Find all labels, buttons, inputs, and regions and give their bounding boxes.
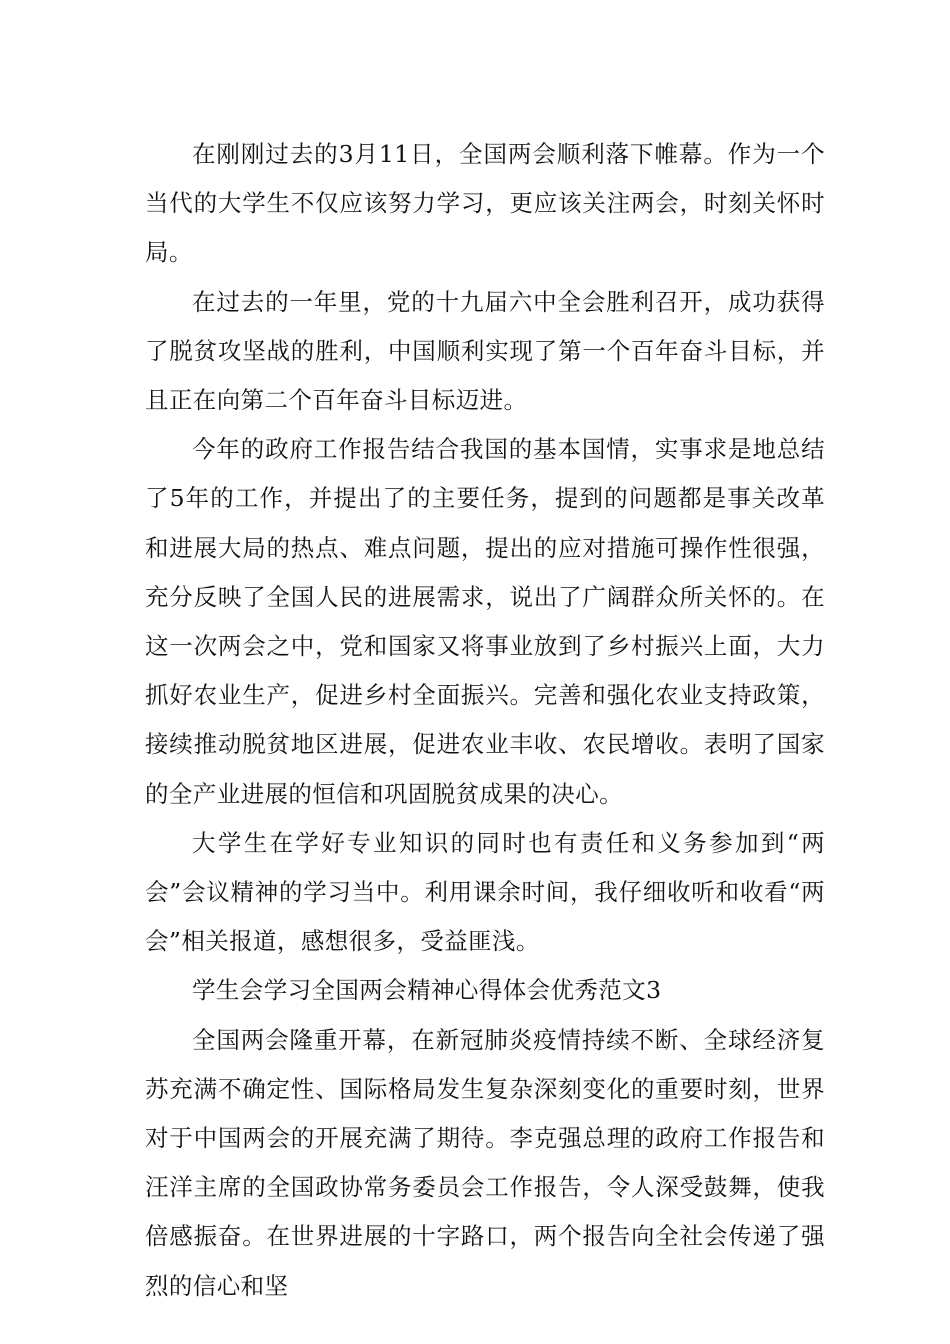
paragraph-4: 大学生在学好专业知识的同时也有责任和义务参加到“两会”会议精神的学习当中。利用课余时间，我仔细收听和收看“两会”相关报道，感想很多，受益匪浅。 [145, 828, 825, 956]
paragraph-5: 全国两会隆重开幕，在新冠肺炎疫情持续不断、全球经济复苏充满不确定性、国际格局发生复杂深刻变化的重要时刻，世界对于中国两会的开展充满了期待。李克强总理的政府工作报告和汪洋主席的全国政协常务委员会工作报告，令人深受鼓舞，使我倍感振奋。在世界进展的十字路口，两个报告向全社会传递了强烈的信心和坚 [145, 1025, 825, 1300]
paragraph-3: 今年的政府工作报告结合我国的基本国情，实事求是地总结了5年的工作，并提出了的主要任务，提到的问题都是事关改革和进展大局的热点、难点问题，提出的应对措施可操作性很强，充分反映了全国人民的进展需求，说出了广阔群众所关怀的。在这一次两会之中，党和国家又将事业放到了乡村振兴上面，大力抓好农业生产，促进乡村全面振兴。完善和强化农业支持政策，接续推动脱贫地区进展，促进农业丰收、农民增收。表明了国家的全产业进展的恒信和巩固脱贫成果的决心。 [145, 435, 825, 808]
section-heading: 学生会学习全国两会精神心得体会优秀范文3 [192, 976, 662, 1005]
document-body [145, 130, 825, 1311]
paragraph-1: 在刚刚过去的3月11日，全国两会顺利落下帷幕。作为一个当代的大学生不仅应该努力学习，更应该关注两会，时刻关怀时局。 [145, 140, 825, 267]
paragraph-2: 在过去的一年里，党的十九届六中全会胜利召开，成功获得了脱贫攻坚战的胜利，中国顺利实现了第一个百年奋斗目标，并且正在向第二个百年奋斗目标迈进。 [145, 287, 825, 415]
